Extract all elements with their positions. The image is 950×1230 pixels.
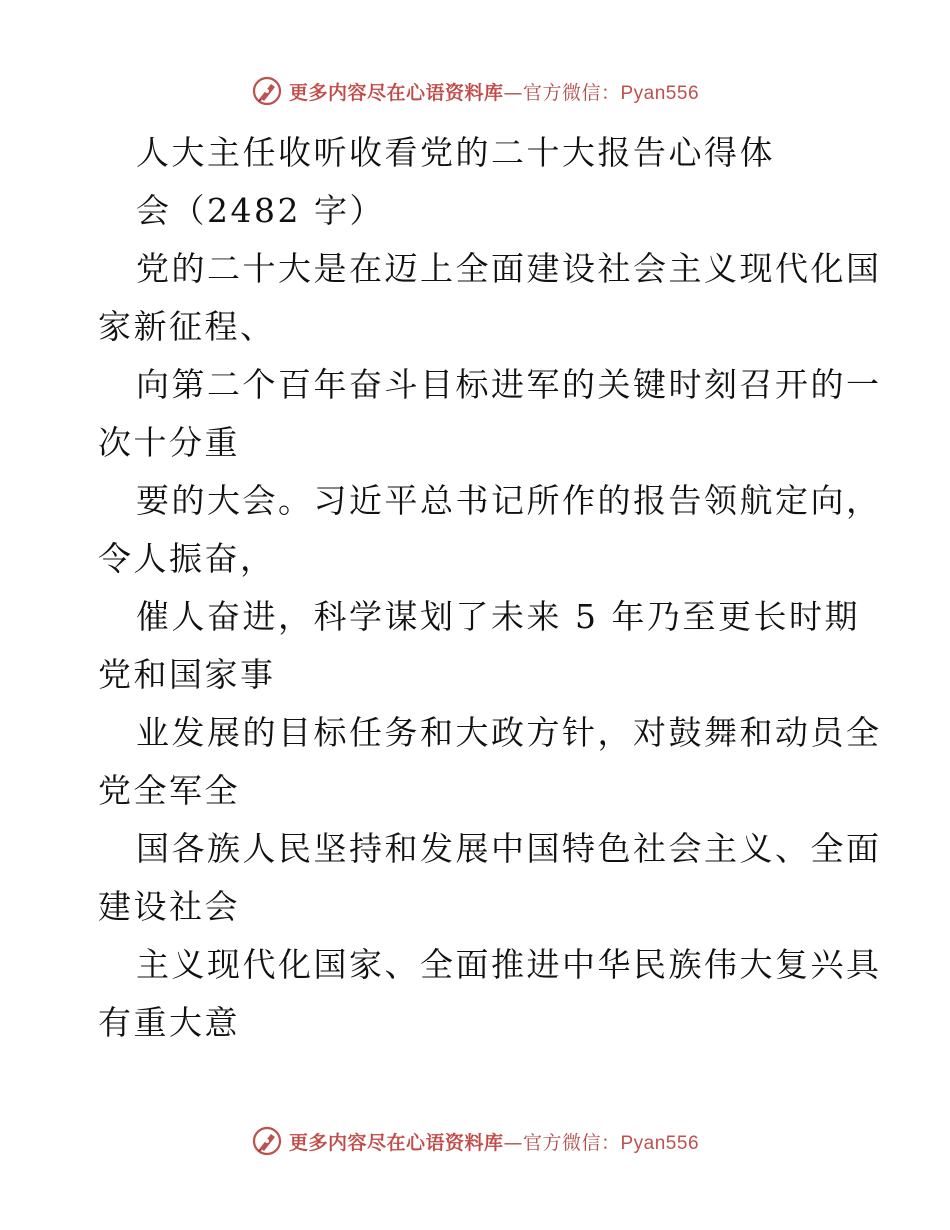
text-line: 向第二个百年奋斗目标进军的关键时刻召开的一 (136, 365, 882, 404)
text-line: 建设社会 (98, 887, 240, 926)
text-line: 令人振奋， (98, 539, 276, 578)
text-line: 党的二十大是在迈上全面建设社会主义现代化国 (136, 249, 882, 288)
banner-handle: Pyan556 (620, 82, 700, 104)
footer-banner (0, 1121, 950, 1161)
header-banner-inner (251, 75, 699, 107)
banner-wechat-label: 官方微信： (522, 81, 621, 104)
banner-separator: — (503, 1131, 523, 1154)
pen-logo-icon (251, 1125, 283, 1157)
banner-title: 更多内容尽在心语资料库 (288, 81, 504, 104)
text-line: 党和国家事 (98, 655, 276, 694)
text-line: 要的大会。习近平总书记所作的报告领航定向， (136, 481, 882, 520)
footer-banner-inner (251, 1125, 699, 1157)
text-line: 业发展的目标任务和大政方针，对鼓舞和动员全 (136, 713, 882, 752)
document-body (98, 124, 882, 1052)
text-line: 会（2482 字） (136, 191, 385, 230)
banner-separator: — (503, 81, 523, 104)
text-line: 家新征程、 (98, 307, 276, 346)
banner-handle: Pyan556 (620, 1132, 700, 1154)
text-line: 人大主任收听收看党的二十大报告心得体 (136, 133, 775, 172)
pen-logo-icon (251, 75, 283, 107)
text-line: 主义现代化国家、全面推进中华民族伟大复兴具 (136, 945, 882, 984)
header-banner-text (289, 78, 699, 105)
text-line: 党全军全 (98, 771, 240, 810)
text-line: 次十分重 (98, 423, 240, 462)
banner-title: 更多内容尽在心语资料库 (288, 1131, 504, 1154)
footer-banner-text (289, 1128, 699, 1155)
text-line: 催人奋进，科学谋划了未来 5 年乃至更长时期 (136, 597, 860, 636)
banner-wechat-label: 官方微信： (522, 1131, 621, 1154)
header-banner (0, 71, 950, 111)
text-line: 有重大意 (98, 1003, 240, 1042)
text-line: 国各族人民坚持和发展中国特色社会主义、全面 (136, 829, 882, 868)
